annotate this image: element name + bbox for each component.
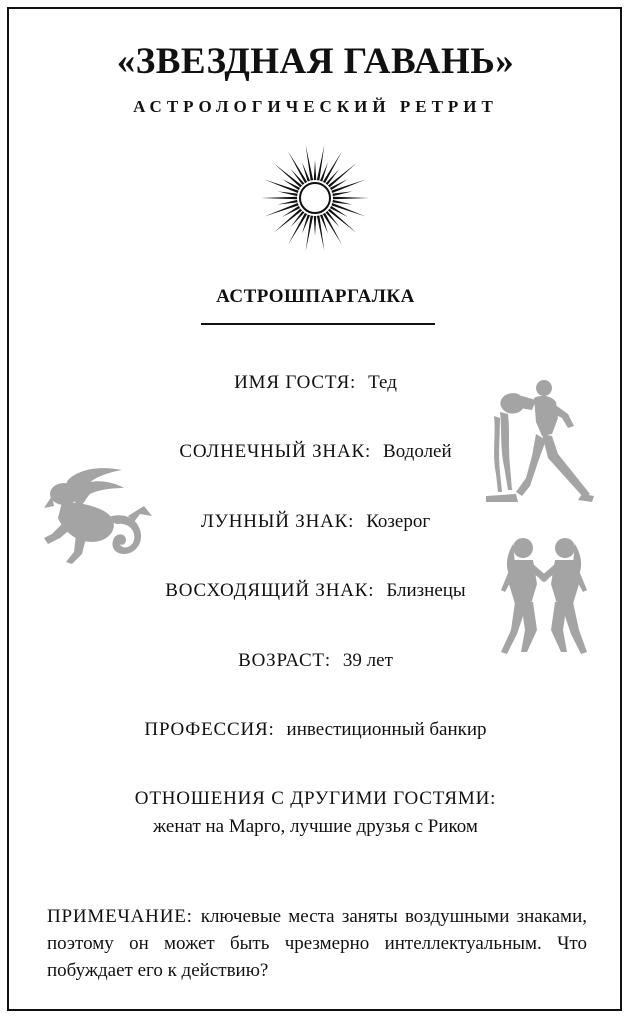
page-title: «ЗВЕЗДНАЯ ГАВАНЬ» — [116, 41, 515, 82]
page-subtitle: АСТРОЛОГИЧЕСКИЙ РЕТРИТ — [133, 97, 498, 116]
field-value: 39 лет — [342, 650, 393, 671]
field-label: ВОЗРАСТ: — [238, 650, 331, 671]
note-text: ключевые места заняты воздушными знаками, поэтому он может быть чрезмерно интеллектуальным. Что побуждает его к действию? — [47, 906, 587, 981]
field-value: Тед — [368, 372, 397, 393]
field-value: Водолей — [383, 441, 452, 462]
sheet-heading: АСТРОШПАРГАЛКА — [216, 286, 415, 307]
relations-label: ОТНОШЕНИЯ С ДРУГИМИ ГОСТЯМИ: — [134, 788, 497, 809]
field-label: ЛУННЫЙ ЗНАК: — [200, 511, 355, 532]
heading-divider — [201, 323, 435, 325]
field-value: инвестиционный банкир — [286, 719, 487, 740]
field-label: ВОСХОДЯЩИЙ ЗНАК: — [165, 580, 375, 601]
note-label: ПРИМЕЧАНИЕ: — [47, 906, 193, 927]
gemini-icon — [493, 534, 595, 660]
field-value: Близнецы — [386, 580, 466, 601]
capricorn-icon — [40, 458, 155, 570]
field-value: Козерог — [366, 511, 431, 532]
field-label: ИМЯ ГОСТЯ: — [234, 372, 357, 393]
field-label: СОЛНЕЧНЫЙ ЗНАК: — [179, 441, 372, 462]
field-profession — [0, 719, 631, 741]
sun-icon — [260, 143, 370, 253]
relations-value: женат на Марго, лучшие друзья с Риком — [153, 816, 478, 837]
note-block — [47, 903, 587, 984]
aquarius-icon — [486, 378, 596, 506]
field-label: ПРОФЕССИЯ: — [144, 719, 275, 740]
